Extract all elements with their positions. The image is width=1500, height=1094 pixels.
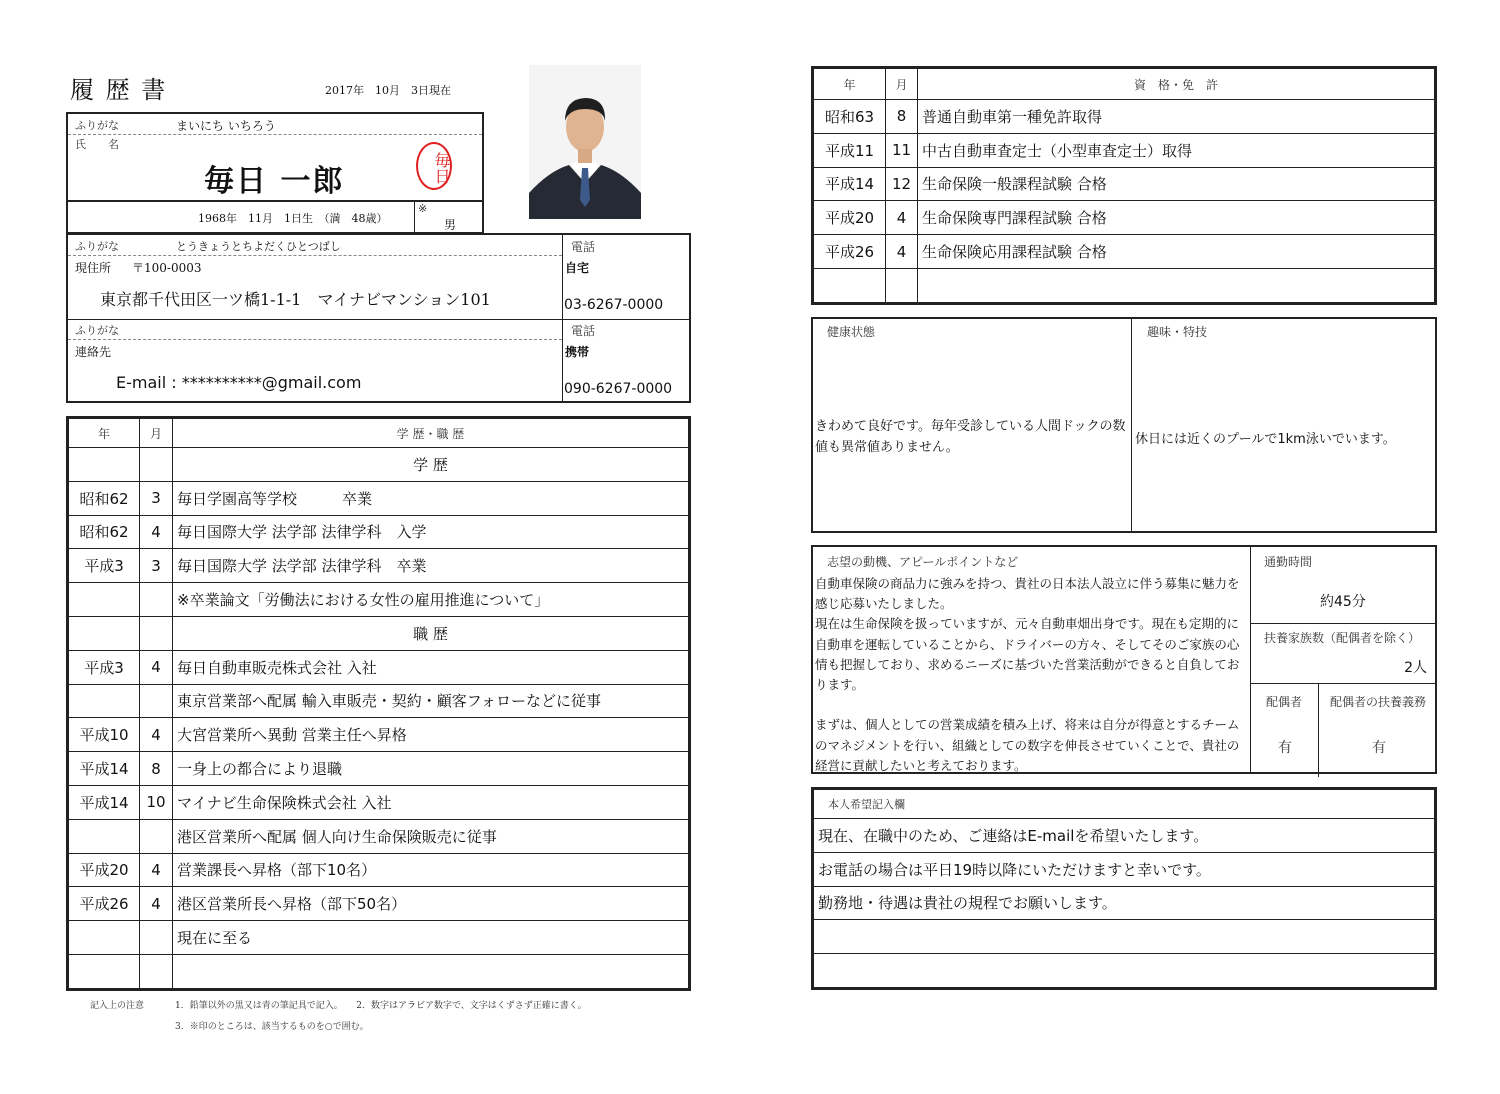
spouse-label: 配偶者 [1266, 695, 1303, 709]
request-row [814, 920, 1435, 954]
history-year: 昭和62 [69, 515, 140, 549]
address-furigana-label: ふりがな [75, 240, 119, 253]
name-label: 氏 名 [75, 138, 119, 151]
portrait-photo-icon [529, 65, 641, 219]
history-row [69, 921, 689, 955]
request-row [814, 954, 1435, 988]
history-row [69, 549, 689, 583]
license-year: 平成11 [814, 133, 886, 167]
request-row [814, 852, 1435, 886]
history-month [140, 684, 173, 718]
history-row [69, 718, 689, 752]
history-month [140, 819, 173, 853]
request-text: 勤務地・待遇は貴社の規程でお願いします。 [814, 886, 1435, 920]
history-year: 平成26 [69, 887, 140, 921]
history-text: マイナビ生命保険株式会社 入社 [173, 785, 689, 819]
commute-label: 通勤時間 [1264, 555, 1313, 569]
requests-label: 本人希望記入欄 [814, 790, 1435, 819]
history-month [140, 921, 173, 955]
spouse-support-label: 配偶者の扶養義務 [1330, 695, 1427, 709]
address-furigana: とうきょうとちよだくひとつばし [176, 240, 341, 253]
history-text: ※卒業論文「労働法における女性の雇用推進について」 [173, 583, 689, 617]
commute-value: 約45分 [1320, 594, 1366, 610]
birth-date: 1968年 11月 1日生 （満 48歳） [198, 212, 388, 225]
license-text: 中古自動車査定士（小型車査定士）取得 [918, 133, 1435, 167]
contact-furigana-label: ふりがな [75, 324, 119, 337]
mobile-phone-label: 電話 [571, 324, 596, 338]
notes-line-2: 3．※印のところは、該当するものを○で囲む。 [175, 1022, 369, 1032]
history-month [140, 954, 173, 988]
history-text: 毎日学園高等学校 卒業 [173, 481, 689, 515]
history-text: 毎日国際大学 法学部 法律学科 入学 [173, 515, 689, 549]
license-row [814, 133, 1435, 167]
licenses-year-header: 年 [814, 69, 886, 100]
history-text: 港区営業所へ配属 個人向け生命保険販売に従事 [173, 819, 689, 853]
license-year [814, 268, 886, 302]
name-box [66, 112, 484, 234]
history-month [140, 448, 173, 482]
sex: 男 [444, 218, 457, 232]
history-row [69, 650, 689, 684]
home-phone: 03-6267-0000 [564, 297, 664, 313]
license-month [886, 268, 918, 302]
history-month: 10 [140, 785, 173, 819]
license-month: 12 [886, 167, 918, 201]
license-year: 平成14 [814, 167, 886, 201]
license-row [814, 167, 1435, 201]
history-text: 毎日自動車販売株式会社 入社 [173, 650, 689, 684]
licenses-table [811, 66, 1437, 305]
home-address: 東京都千代田区一ツ橋1-1-1 マイナビマンション101 [100, 290, 491, 309]
requests-header-row [814, 790, 1435, 819]
mobile-phone-type: 携帯 [565, 345, 590, 359]
history-year: 平成3 [69, 650, 140, 684]
request-row [814, 819, 1435, 853]
history-year [69, 921, 140, 955]
history-row [69, 954, 689, 988]
license-year: 平成20 [814, 201, 886, 235]
history-year [69, 819, 140, 853]
license-month: 8 [886, 100, 918, 134]
history-row [69, 481, 689, 515]
history-row [69, 887, 689, 921]
license-text: 生命保険一般課程試験 合格 [918, 167, 1435, 201]
history-row [69, 819, 689, 853]
history-text: 現在に至る [173, 921, 689, 955]
hobby-text: 休日には近くのプールで1km泳いでいます。 [1135, 432, 1396, 447]
history-month: 3 [140, 481, 173, 515]
request-text: お電話の場合は平日19時以降にいただけますと幸いです。 [814, 852, 1435, 886]
history-month [140, 583, 173, 617]
current-date: 2017年 10月 3日現在 [325, 84, 451, 97]
home-phone-type: 自宅 [565, 261, 590, 275]
history-text: 大宮営業所へ異動 営業主任へ昇格 [173, 718, 689, 752]
history-text: 港区営業所長へ昇格（部下50名） [173, 887, 689, 921]
history-section-row [69, 448, 689, 482]
history-row [69, 785, 689, 819]
history-month: 4 [140, 515, 173, 549]
history-year: 平成14 [69, 752, 140, 786]
sex-mark: ※ [418, 202, 428, 215]
history-month: 4 [140, 853, 173, 887]
hobby-label: 趣味・特技 [1147, 325, 1208, 339]
license-text: 生命保険専門課程試験 合格 [918, 201, 1435, 235]
motivation-label: 志望の動機、アピールポイントなど [827, 555, 1019, 569]
resume-title: 履 歴 書 [70, 76, 168, 104]
name-furigana-label: ふりがな [75, 119, 119, 132]
history-month-header: 月 [140, 419, 173, 448]
history-year: 平成10 [69, 718, 140, 752]
health-hobby-box [811, 317, 1437, 533]
history-year: 平成20 [69, 853, 140, 887]
licenses-month-header: 月 [886, 69, 918, 100]
request-text [814, 954, 1435, 988]
history-text [173, 954, 689, 988]
home-phone-label: 電話 [571, 240, 596, 254]
history-year [69, 684, 140, 718]
dependents-label: 扶養家族数（配偶者を除く） [1264, 631, 1421, 645]
spouse-value: 有 [1278, 740, 1292, 756]
license-month: 11 [886, 133, 918, 167]
history-header-row [69, 419, 689, 448]
health-text: きわめて良好です。毎年受診している人間ドックの数値も異常値ありません。 [815, 419, 1126, 455]
full-name: 毎日 一郎 [204, 164, 345, 199]
history-text: 毎日国際大学 法学部 法律学科 卒業 [173, 549, 689, 583]
mobile-phone: 090-6267-0000 [564, 381, 673, 397]
health-label: 健康状態 [827, 325, 876, 339]
license-year: 平成26 [814, 235, 886, 269]
seal-stamp [416, 142, 452, 190]
license-month: 4 [886, 235, 918, 269]
history-row [69, 853, 689, 887]
licenses-header-row [814, 69, 1435, 100]
requests-table [811, 787, 1437, 990]
history-text: 営業課長へ昇格（部下10名） [173, 853, 689, 887]
dependents-value: 2人 [1404, 660, 1427, 676]
history-year: 昭和62 [69, 481, 140, 515]
seal-text: 毎日 [432, 152, 451, 184]
history-section-title: 学 歴 [173, 448, 689, 482]
history-section-title: 職 歴 [173, 616, 689, 650]
license-row [814, 268, 1435, 302]
history-month: 3 [140, 549, 173, 583]
contact-label: 連絡先 [75, 345, 112, 359]
request-text: 現在、在職中のため、ご連絡はE-mailを希望いたします。 [814, 819, 1435, 853]
history-row [69, 515, 689, 549]
contact-email[interactable]: E-mail : **********@gmail.com [116, 373, 362, 392]
history-text: 東京営業部へ配属 輸入車販売・契約・顧客フォローなどに従事 [173, 684, 689, 718]
history-row [69, 752, 689, 786]
license-row [814, 201, 1435, 235]
history-year: 平成14 [69, 785, 140, 819]
license-text [918, 268, 1435, 302]
history-month: 8 [140, 752, 173, 786]
history-year [69, 583, 140, 617]
postal-code: 〒100-0003 [132, 261, 202, 275]
motivation-box [811, 545, 1437, 774]
history-month [140, 616, 173, 650]
motivation-text: 自動車保険の商品力に強みを持つ、貴社の日本法人設立に伴う募集に魅力を感じ応募いたしました。 現在は生命保険を扱っていますが、元々自動車畑出身です。現在も定期的に自動車を運転していることから、ドライバーの方々、そしてそのご家族の心情も把握しており、求めるニーズに基づいた営業活動ができると自負しております。 まずは、個人としての営業成績を積み上げ、将来は自分が得意とするチームのマネジメントを行い、組織としての数字を伸長させていくことで、貴社の経営に貢献したいと考えております。 [815, 576, 1240, 773]
spouse-support-value: 有 [1372, 740, 1386, 756]
history-text: 一身上の都合により退職 [173, 752, 689, 786]
license-row [814, 235, 1435, 269]
address-box [66, 233, 691, 403]
request-text [814, 920, 1435, 954]
history-year [69, 448, 140, 482]
history-year: 平成3 [69, 549, 140, 583]
notes-label: 記入上の注意 [90, 1001, 145, 1011]
history-text-header: 学 歴・職 歴 [173, 419, 689, 448]
licenses-text-header: 資 格・免 許 [918, 69, 1435, 100]
history-row [69, 684, 689, 718]
license-year: 昭和63 [814, 100, 886, 134]
photo [529, 65, 641, 219]
history-month: 4 [140, 718, 173, 752]
history-month: 4 [140, 650, 173, 684]
history-year [69, 954, 140, 988]
address-label: 現住所 [75, 261, 112, 275]
history-table [66, 416, 691, 991]
license-text: 生命保険応用課程試験 合格 [918, 235, 1435, 269]
name-furigana: まいにち いちろう [176, 119, 276, 133]
license-row [814, 100, 1435, 134]
history-row [69, 583, 689, 617]
license-text: 普通自動車第一種免許取得 [918, 100, 1435, 134]
history-month: 4 [140, 887, 173, 921]
history-year-header: 年 [69, 419, 140, 448]
request-row [814, 886, 1435, 920]
history-section-row [69, 616, 689, 650]
license-month: 4 [886, 201, 918, 235]
history-year [69, 616, 140, 650]
notes-line-1: 1．鉛筆以外の黒又は青の筆記具で記入。 2．数字はアラビア数字で、文字はくずさず正確に書く。 [175, 1001, 587, 1011]
